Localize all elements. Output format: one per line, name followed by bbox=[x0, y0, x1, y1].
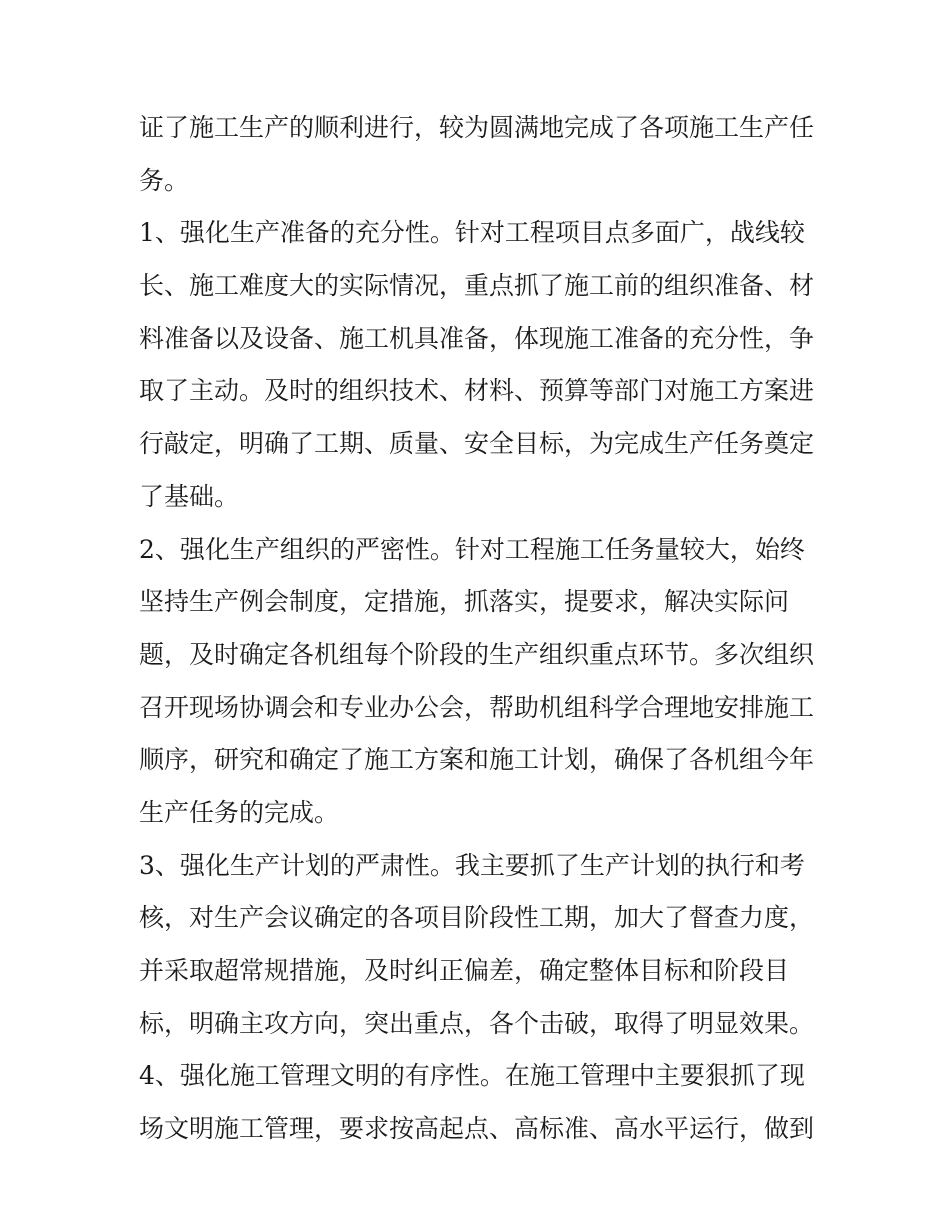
text-line: 料准备以及设备、施工机具准备，体现施工准备的充分性，争 bbox=[139, 323, 815, 353]
text-line: 召开现场协调会和专业办公会，帮助机组科学合理地安排施工 bbox=[139, 692, 815, 722]
text-line: 了基础。 bbox=[139, 481, 240, 511]
text-line: 场文明施工管理，要求按高起点、高标准、高水平运行，做到 bbox=[139, 1114, 815, 1144]
text-line: 标，明确主攻方向，突出重点，各个击破，取得了明显效果。 bbox=[139, 1008, 815, 1038]
text-line: 题，及时确定各机组每个阶段的生产组织重点环节。多次组织 bbox=[139, 639, 815, 669]
text-line: 2、强化生产组织的严密性。针对工程施工任务量较大，始终 bbox=[139, 534, 805, 564]
text-line: 务。 bbox=[139, 165, 190, 195]
text-line: 4、强化施工管理文明的有序性。在施工管理中主要狠抓了现 bbox=[139, 1061, 805, 1091]
text-line: 顺序，研究和确定了施工方案和施工计划，确保了各机组今年 bbox=[139, 745, 815, 775]
text-line: 取了主动。及时的组织技术、材料、预算等部门对施工方案进 bbox=[139, 376, 815, 406]
body-text bbox=[139, 102, 819, 1156]
text-line: 行敲定，明确了工期、质量、安全目标，为完成生产任务奠定 bbox=[139, 429, 815, 459]
text-line: 长、施工难度大的实际情况，重点抓了施工前的组织准备、材 bbox=[139, 271, 815, 301]
text-line: 1、强化生产准备的充分性。针对工程项目点多面广，战线较 bbox=[139, 218, 805, 248]
text-line: 3、强化生产计划的严肃性。我主要抓了生产计划的执行和考 bbox=[139, 850, 805, 880]
text-line: 坚持生产例会制度，定措施，抓落实，提要求，解决实际问 bbox=[139, 587, 790, 617]
text-line: 并采取超常规措施，及时纠正偏差，确定整体目标和阶段目 bbox=[139, 956, 790, 985]
text-line: 生产任务的完成。 bbox=[139, 797, 340, 827]
text-line: 核，对生产会议确定的各项目阶段性工期，加大了督查力度， bbox=[139, 903, 815, 933]
text-line: 证了施工生产的顺利进行，较为圆满地完成了各项施工生产任 bbox=[139, 113, 815, 142]
